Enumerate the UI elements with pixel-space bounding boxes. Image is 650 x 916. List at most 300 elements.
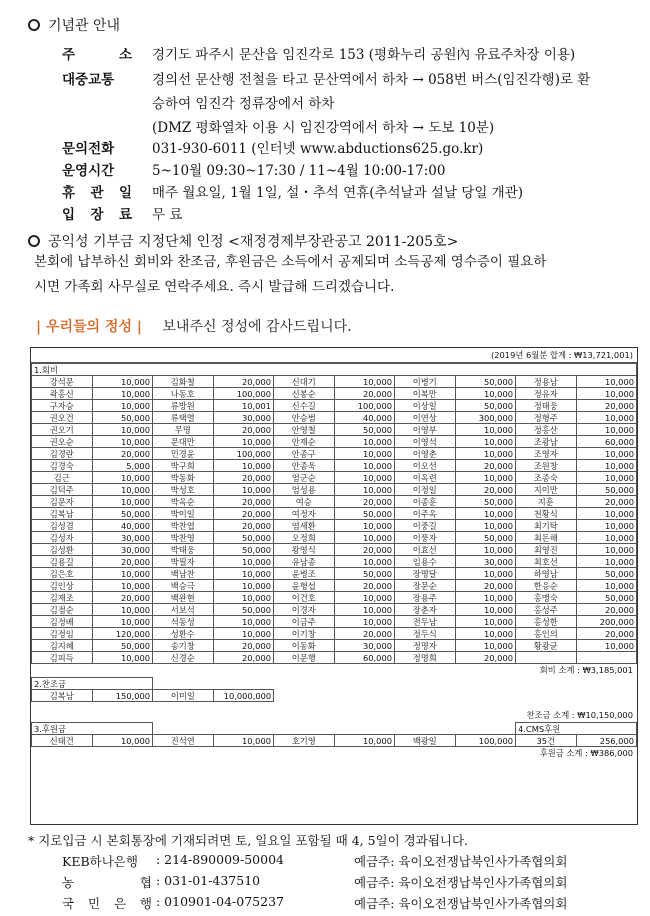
donor-amount: 20,000: [213, 520, 274, 532]
donor-name: 정두식: [395, 628, 456, 640]
donor-amount: 60,000: [334, 652, 395, 664]
donor-amount: 10,000: [576, 520, 637, 532]
date-total: (2019년 6월분 합계 : ₩13,721,001): [31, 348, 637, 363]
bank-account: : 214-890009-50004: [156, 852, 284, 867]
donor-amount: 10,000,000: [213, 690, 274, 702]
donor-name: 하영남: [516, 568, 577, 580]
section-label-sponsors: 2.찬조금: [32, 678, 153, 690]
donor-amount: 10,000: [334, 376, 395, 388]
donor-name: 박찬영: [153, 532, 214, 544]
bank-account: : 010901-04-075237: [156, 894, 284, 909]
donor-amount: 10,000: [92, 484, 153, 496]
table-row: [32, 496, 637, 508]
donor-amount: 100,000: [334, 400, 395, 412]
table-row: [32, 448, 637, 460]
donor-name: 최돈해: [516, 532, 577, 544]
donor-name: 김용길: [32, 556, 93, 568]
bank-name: 국 민 은 행: [62, 896, 152, 911]
donor-amount: 40,000: [334, 412, 395, 424]
donor-name: 류택열: [153, 412, 214, 424]
donor-name: 정명자: [395, 640, 456, 652]
donor-amount: 50,000: [455, 496, 516, 508]
donor-name: 이문행: [274, 652, 335, 664]
donor-amount: 50,000: [92, 640, 153, 652]
donor-amount: 10,000: [92, 496, 153, 508]
donor-name: 정용남: [516, 376, 577, 388]
donor-name: 여정자: [274, 508, 335, 520]
donor-name: 김정임: [32, 628, 93, 640]
donor-amount: 10,000: [334, 604, 395, 616]
donor-name: 홍맹숙: [516, 592, 577, 604]
donor-amount: 20,000: [455, 652, 516, 664]
donor-name: 백승극: [153, 580, 214, 592]
donor-amount: 10,000: [455, 592, 516, 604]
donor-amount: 200,000: [576, 616, 637, 628]
donor-name: 나동호: [153, 388, 214, 400]
table-row: [32, 604, 637, 616]
donor-name: 김문자: [32, 496, 93, 508]
donor-name: 박옥순: [153, 496, 214, 508]
bank-row: [62, 894, 567, 912]
section-label-members: 1.회비: [32, 364, 637, 376]
donor-name: 정명희: [395, 652, 456, 664]
donor-name: 신수길: [274, 400, 335, 412]
donations-title: | 우리들의 정성 |: [36, 319, 142, 335]
donor-name: 이영춘: [395, 448, 456, 460]
donor-name: 지이만: [516, 484, 577, 496]
memorial-title: 기념관 안내: [48, 18, 121, 34]
info-label: 운영시간: [62, 163, 115, 179]
donor-amount: 10,000: [576, 472, 637, 484]
donor-name: 이미일: [153, 690, 214, 702]
donor-amount: 10,000: [576, 508, 637, 520]
donor-amount: 10,000: [213, 616, 274, 628]
donor-name: 정유자: [516, 388, 577, 400]
donor-amount: 10,000: [576, 460, 637, 472]
info-row-address: [62, 43, 575, 63]
donor-amount: 10,000: [92, 568, 153, 580]
donor-name: 류방원: [153, 400, 214, 412]
public-interest-title: 공익성 기부금 지정단체 인정 <재정경제부장관공고 2011-205호>: [48, 234, 459, 250]
table-row: [32, 436, 637, 448]
donor-name: 안승범: [274, 412, 335, 424]
donor-name: 안종욱: [274, 460, 335, 472]
donor-name: 박구희: [153, 460, 214, 472]
donor-name: 송기창: [153, 640, 214, 652]
donor-amount: 10,000: [92, 388, 153, 400]
donor-amount: 10,000: [576, 412, 637, 424]
info-row-transport-dmz: [62, 116, 494, 136]
donor-name: 호기영: [274, 735, 335, 747]
donor-amount: 10,000: [455, 628, 516, 640]
donor-amount: 30,000: [92, 532, 153, 544]
info-label: 대중교통: [62, 72, 115, 88]
donor-name: 이중길: [395, 520, 456, 532]
supporters-table: [31, 722, 637, 747]
table-row: [32, 460, 637, 472]
donor-name: 이기창: [274, 628, 335, 640]
donor-name: 이병기: [395, 376, 456, 388]
table-row: [32, 412, 637, 424]
cms-count: 35건: [516, 735, 577, 747]
donor-amount: 10,000: [455, 424, 516, 436]
supporters-subtotal: 후원금 소계 : ₩386,000: [539, 748, 633, 758]
memorial-section-title: [28, 15, 120, 35]
donor-name: 이풍자: [395, 532, 456, 544]
donor-amount: 10,000: [92, 616, 153, 628]
donor-amount: 10,000: [213, 580, 274, 592]
donor-name: 조원창: [516, 460, 577, 472]
table-row: [32, 508, 637, 520]
info-label: 휴 관 일: [62, 185, 132, 201]
donor-name: 여승: [274, 496, 335, 508]
donor-name: 진석연: [153, 735, 214, 747]
donor-amount: 20,000: [576, 604, 637, 616]
table-row: [32, 592, 637, 604]
donor-amount: 50,000: [455, 400, 516, 412]
donor-amount: 10,000: [455, 436, 516, 448]
donor-name: 신봉순: [274, 388, 335, 400]
table-row: [32, 640, 637, 652]
donor-amount: 50,000: [576, 484, 637, 496]
donor-name: 김화철: [153, 376, 214, 388]
donor-amount: 10,000: [92, 400, 153, 412]
donor-amount: 20,000: [213, 424, 274, 436]
donor-name: 안재순: [274, 436, 335, 448]
donor-amount: 10,000: [455, 640, 516, 652]
donor-name: 최기탁: [516, 520, 577, 532]
donor-amount: 300,000: [455, 412, 516, 424]
donor-name: 한응순: [516, 580, 577, 592]
donor-name: 김정배: [32, 616, 93, 628]
donor-amount: 10,000: [213, 628, 274, 640]
donor-name: 김점순: [32, 604, 93, 616]
donor-amount: 10,000: [334, 735, 395, 747]
donor-name: 이오선: [395, 460, 456, 472]
donor-amount: 10,000: [576, 580, 637, 592]
donor-amount: 10,000: [334, 472, 395, 484]
table-row: [32, 520, 637, 532]
donor-name: 권오순: [32, 436, 93, 448]
donor-name: 신대기: [274, 376, 335, 388]
donor-amount: 10,000: [213, 484, 274, 496]
donor-name: 이복만: [395, 388, 456, 400]
donor-name: 김복남: [32, 508, 93, 520]
donor-amount: 20,000: [92, 592, 153, 604]
sponsors-subtotal: 찬조금 소계 : ₩10,150,000: [526, 710, 633, 720]
donor-name: 이금주: [274, 616, 335, 628]
table-row: [32, 472, 637, 484]
info-row-admission: [62, 203, 182, 223]
donor-amount: 10,000: [576, 556, 637, 568]
members-subtotal: 회비 소계 : ₩3,185,001: [539, 665, 633, 675]
bank-account: : 031-01-437510: [156, 873, 261, 888]
info-value: 승하여 임진각 정류장에서 하차: [152, 96, 335, 112]
donor-amount: 10,000: [576, 388, 637, 400]
info-value: 매주 월요일, 1월 1일, 설・추석 연휴(추석날과 설날 당일 개관): [152, 185, 524, 201]
donor-amount: 10,000: [334, 556, 395, 568]
donor-name: 김덕주: [32, 484, 93, 496]
donor-name: 문대만: [153, 436, 214, 448]
donor-name: 성환수: [153, 628, 214, 640]
info-label-empty: [62, 92, 132, 112]
donor-amount: 30,000: [213, 412, 274, 424]
donor-name: 전두남: [395, 616, 456, 628]
table-row: [32, 532, 637, 544]
table-row: [32, 388, 637, 400]
info-value: 031-930-6011 (인터넷 www.abductions625.go.kr): [152, 141, 484, 157]
donor-amount: 10,000: [455, 544, 516, 556]
text-line: 본회에 납부하신 회비와 찬조금, 후원금은 소득에서 공제되며 소득공제 영수증이 필요하: [34, 254, 547, 270]
donor-amount: 10,000: [213, 436, 274, 448]
donor-name: 김인상: [32, 580, 93, 592]
donor-name: 석동성: [153, 616, 214, 628]
donor-name: 김피득: [32, 652, 93, 664]
donor-name: 김경란: [32, 448, 93, 460]
donor-amount: 10,000: [455, 604, 516, 616]
donor-name: 조종숙: [516, 472, 577, 484]
section-label-cms: 4.CMS후원: [516, 723, 637, 735]
donor-name: 김경숙: [32, 460, 93, 472]
donor-amount: 10,000: [334, 520, 395, 532]
donor-amount: 20,000: [334, 628, 395, 640]
donor-amount: [576, 652, 637, 664]
donor-amount: 10,000: [213, 568, 274, 580]
donor-amount: 30,000: [334, 640, 395, 652]
donor-amount: 10,000: [455, 448, 516, 460]
donor-name: 정형주: [516, 412, 577, 424]
donor-amount: 10,000: [92, 580, 153, 592]
donor-name: 김재조: [32, 592, 93, 604]
giro-note: * 지로입금 시 본회통장에 기재되려면 토, 일요일 포함될 때 4, 5일이 경과됩니다.: [28, 833, 469, 848]
circle-bullet-icon: [28, 19, 40, 31]
circle-bullet-icon: [28, 235, 40, 247]
donor-name: 박성호: [153, 484, 214, 496]
donor-amount: 10,000: [576, 640, 637, 652]
donor-amount: 20,000: [213, 640, 274, 652]
donor-amount: 50,000: [92, 508, 153, 520]
donor-amount: 50,000: [576, 592, 637, 604]
donor-amount: 20,000: [213, 652, 274, 664]
donor-amount: 20,000: [576, 496, 637, 508]
donor-amount: 50,000: [213, 532, 274, 544]
donor-name: 황광균: [516, 640, 577, 652]
donor-name: 이효선: [395, 544, 456, 556]
info-value: 5~10월 09:30~17:30 / 11~4월 10:00-17:00: [152, 163, 446, 179]
donor-amount: 60,000: [576, 436, 637, 448]
info-value: 경기도 파주시 문산읍 임진각로 153 (평화누리 공원內 유료주차장 이용): [152, 47, 576, 63]
donor-name: 왕영식: [274, 544, 335, 556]
donor-name: 신경순: [153, 652, 214, 664]
donor-name: 김지혜: [32, 640, 93, 652]
bank-holder: 예금주: 육이오전쟁납북인사가족협의회: [354, 896, 568, 911]
donor-amount: 30,000: [92, 544, 153, 556]
donor-amount: 10,000: [213, 460, 274, 472]
donor-amount: 10,000: [334, 532, 395, 544]
bank-row: [62, 852, 567, 870]
donor-name: 장명달: [395, 568, 456, 580]
donor-name: 안영철: [274, 424, 335, 436]
donor-name: 이옥련: [395, 472, 456, 484]
donor-amount: 20,000: [576, 628, 637, 640]
donor-amount: 100,000: [213, 448, 274, 460]
donor-name: 백완현: [153, 592, 214, 604]
donor-name: 박이일: [153, 508, 214, 520]
donations-subtitle: 보내주신 정성에 감사드립니다.: [162, 319, 352, 335]
donor-amount: 100,000: [213, 388, 274, 400]
donor-name: 신태건: [32, 735, 93, 747]
donor-amount: 10,000: [455, 472, 516, 484]
table-row: [32, 556, 637, 568]
donor-amount: 10,000: [334, 592, 395, 604]
donor-name: 박찬엽: [153, 520, 214, 532]
donor-name: 이영부: [395, 424, 456, 436]
donor-amount: 10,001: [213, 400, 274, 412]
info-row-hours: [62, 159, 445, 179]
donor-name: 김근: [32, 472, 93, 484]
donor-name: 백광일: [395, 735, 456, 747]
bank-name: KEB하나은행: [62, 854, 138, 869]
donor-amount: 10,000: [92, 424, 153, 436]
donor-name: 이영석: [395, 436, 456, 448]
bank-name: 농 협: [62, 875, 152, 890]
donor-amount: 50,000: [334, 424, 395, 436]
donor-amount: 20,000: [455, 460, 516, 472]
donor-name: 무명: [153, 424, 214, 436]
donor-amount: 10,000: [576, 448, 637, 460]
donor-amount: 10,000: [576, 532, 637, 544]
donor-amount: 50,000: [213, 544, 274, 556]
info-label: 입 장 료: [62, 207, 132, 223]
donor-amount: 5,000: [92, 460, 153, 472]
donor-amount: 100,000: [455, 735, 516, 747]
info-value: (DMZ 평화열차 이용 시 임진강역에서 하차 → 도보 10분): [152, 120, 495, 136]
donor-amount: 20,000: [92, 556, 153, 568]
table-row: [32, 568, 637, 580]
donor-amount: 10,000: [455, 520, 516, 532]
table-row: [32, 376, 637, 388]
info-row-transport: [62, 68, 642, 88]
donor-amount: 20,000: [334, 388, 395, 400]
donor-amount: 10,000: [334, 448, 395, 460]
bank-holder: 예금주: 육이오전쟁납북인사가족협의회: [354, 875, 568, 890]
donor-name: 이경자: [274, 604, 335, 616]
donor-amount: 40,000: [92, 520, 153, 532]
donor-amount: 20,000: [334, 496, 395, 508]
donor-name: 홍인의: [516, 628, 577, 640]
donor-amount: 50,000: [334, 568, 395, 580]
donor-name: 이동화: [274, 640, 335, 652]
text-line: 시면 가족회 사무실로 연락주세요. 즉시 발급해 드리겠습니다.: [34, 279, 395, 295]
public-interest-title-row: [28, 231, 458, 251]
donor-name: 이종훈: [395, 496, 456, 508]
donor-amount: 10,000: [92, 735, 153, 747]
donor-amount: 20,000: [455, 484, 516, 496]
info-label: 문의전화: [62, 141, 115, 157]
donor-name: 홍성주: [516, 604, 577, 616]
bank-row: [62, 873, 567, 891]
donor-name: 유남종: [274, 556, 335, 568]
info-label: 주 소: [62, 47, 132, 63]
donor-name: 천황식: [516, 508, 577, 520]
donor-amount: 10,000: [213, 735, 274, 747]
donor-amount: 10,000: [455, 388, 516, 400]
donor-name: 곽홍신: [32, 388, 93, 400]
info-value: 무 료: [152, 207, 183, 223]
donor-amount: 50,000: [92, 412, 153, 424]
donor-name: 이정일: [395, 484, 456, 496]
table-row: [32, 424, 637, 436]
table-row: [32, 544, 637, 556]
donor-amount: 10,000: [455, 568, 516, 580]
donor-amount: 20,000: [213, 496, 274, 508]
donor-name: 이건호: [274, 592, 335, 604]
donor-amount: 20,000: [334, 580, 395, 592]
donor-name: 장춘자: [395, 604, 456, 616]
donor-amount: 20,000: [92, 448, 153, 460]
section-label-supporters: 3.후원금: [32, 723, 153, 735]
donor-name: 오정희: [274, 532, 335, 544]
donor-amount: 10,000: [92, 472, 153, 484]
donor-name: 정태웅: [516, 400, 577, 412]
table-row: [32, 400, 637, 412]
donor-name: 김성자: [32, 532, 93, 544]
donor-amount: 20,000: [455, 580, 516, 592]
donor-name: 최호선: [516, 556, 577, 568]
donor-amount: 50,000: [576, 568, 637, 580]
donor-amount: 30,000: [455, 556, 516, 568]
bank-holder: 예금주: 육이오전쟁납북인사가족협의회: [354, 854, 568, 869]
table-row: [32, 580, 637, 592]
donor-name: 박필자: [153, 556, 214, 568]
donor-name: 민경윤: [153, 448, 214, 460]
donor-amount: 10,000: [92, 376, 153, 388]
donor-amount: 10,000: [92, 604, 153, 616]
donor-name: 서보석: [153, 604, 214, 616]
table-row: [32, 628, 637, 640]
donor-amount: 10,000: [334, 484, 395, 496]
info-row-phone: [62, 137, 483, 157]
donor-amount: 10,000: [455, 616, 516, 628]
donor-amount: 20,000: [576, 400, 637, 412]
donor-name: 홍성한: [516, 616, 577, 628]
table-row: [32, 616, 637, 628]
donor-name: 엄성용: [274, 484, 335, 496]
info-row-transport-cont: [62, 92, 334, 112]
table-row: [32, 652, 637, 664]
donor-name: 백남찬: [153, 568, 214, 580]
donor-name: 윤병조: [274, 568, 335, 580]
info-label-empty: [62, 116, 132, 136]
donor-name: 강석문: [32, 376, 93, 388]
donor-amount: 20,000: [334, 544, 395, 556]
donor-amount: 10,000: [576, 376, 637, 388]
donor-amount: 10,000: [334, 436, 395, 448]
donor-name: 최영진: [516, 544, 577, 556]
donor-amount: 10,000: [213, 556, 274, 568]
donor-name: 장용주: [395, 592, 456, 604]
donor-name: 김성겸: [32, 520, 93, 532]
donor-name: 염세환: [274, 520, 335, 532]
cms-amount: 256,000: [576, 735, 637, 747]
donor-name: 구자승: [32, 400, 93, 412]
table-row: [32, 484, 637, 496]
donor-amount: 10,000: [92, 652, 153, 664]
donor-amount: 10,000: [576, 544, 637, 556]
donor-name: 엄군순: [274, 472, 335, 484]
public-interest-text: [34, 250, 634, 300]
donor-amount: 10,000: [213, 592, 274, 604]
